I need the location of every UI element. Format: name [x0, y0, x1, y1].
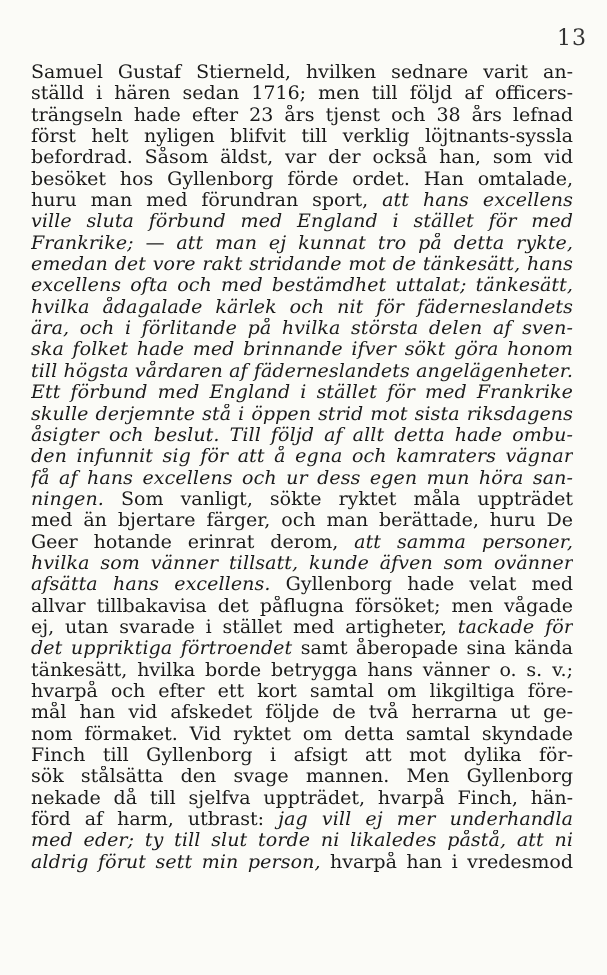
italic-text: afsätta hans excellens.: [31, 574, 271, 596]
text-segment: sök stålsätta den svage mannen. Men Gyllenborg: [31, 766, 573, 788]
text-line: [31, 660, 573, 681]
text-line: [31, 617, 573, 638]
italic-text: ära, och i förlitande på hvilka största delen af sven-: [31, 318, 573, 340]
text-segment: mål han vid afskedet följde de två herrarna ut ge-: [31, 702, 573, 724]
text-line: [31, 169, 573, 190]
italic-text: åsigter och beslut. Till följd af allt detta hade ombu-: [31, 424, 573, 446]
text-line: [31, 638, 573, 659]
text-line: [31, 553, 573, 574]
italic-text: ningen.: [31, 488, 104, 510]
italic-text: excellens ofta och med bestämdhet uttalat; tänkesätt,: [31, 275, 573, 297]
italic-text: till högsta vårdaren af fäderneslandets angelägenheter.: [31, 360, 573, 382]
text-line: [31, 425, 573, 446]
text-segment: ej, utan svarade i stället med artigheter,: [31, 616, 458, 638]
text-line: [31, 702, 573, 723]
text-line: [31, 510, 573, 531]
text-line: [31, 574, 573, 595]
text-segment: Samuel Gustaf Stierneld, hvilken sednare varit an-: [31, 62, 573, 83]
text-line: [31, 809, 573, 830]
text-segment: tänkesätt, hvilka borde betrygga hans vänner o. s. v.;: [31, 659, 573, 681]
text-line: [31, 297, 573, 318]
italic-text: den infunnit sig för att å egna och kamraters vägnar: [31, 446, 573, 468]
text-segment: befordrad. Såsom äldst, var der också han, som vid: [31, 147, 573, 169]
text-line: [31, 105, 573, 126]
italic-text: med eder; ty till slut torde ni likaledes påstå, att ni: [31, 830, 573, 852]
text-segment: Finch till Gyllenborg i afsigt att mot dylika för-: [31, 745, 573, 766]
text-segment: allvar tillbakavisa det påflugna försöket; men vågade: [31, 595, 573, 617]
text-line: [31, 724, 573, 745]
text-segment: förd af harm, utbrast:: [31, 809, 279, 831]
text-line: [31, 766, 573, 787]
text-line: [31, 382, 573, 403]
text-segment: Gyllenborg hade velat med: [270, 574, 573, 596]
text-line: [31, 190, 573, 211]
italic-text: ska folket hade med brinnande ifver sökt göra honom: [31, 339, 573, 361]
body-text: [31, 62, 573, 873]
text-line: [31, 233, 573, 254]
italic-text: Ett förbund med England i stället för med Frankrike: [31, 382, 573, 404]
italic-text: att hans excellens: [382, 190, 573, 212]
text-line: [31, 681, 573, 702]
text-line: [31, 446, 573, 467]
text-segment: Geer hotande erinrat derom,: [31, 531, 355, 553]
text-segment: —: [145, 232, 177, 254]
text-line: [31, 147, 573, 168]
text-segment: först helt nyligen blifvit till verklig löjtnants-syssla: [31, 126, 573, 148]
italic-text: hvilka som vänner tillsatt, kunde äfven som ovänner: [31, 552, 573, 574]
text-segment: nom förmaket. Vid ryktet om detta samtal skyndade: [31, 723, 573, 745]
italic-text: Frankrike;: [31, 232, 146, 254]
text-line: [31, 745, 573, 766]
text-line: [31, 532, 573, 553]
text-line: [31, 62, 573, 83]
italic-text: att man ej kunnat tro på detta rykte,: [176, 232, 573, 254]
text-segment: hvarpå och efter ett kort samtal om likgiltiga före-: [31, 680, 573, 702]
text-line: [31, 404, 573, 425]
italic-text: aldrig förut sett min person,: [31, 851, 321, 873]
italic-text: tackade för: [457, 616, 573, 638]
text-segment: besöket hos Gyllenborg förde ordet. Han omtalade,: [31, 168, 573, 190]
italic-text: jag vill ej mer underhandla: [278, 809, 573, 831]
text-segment: huru man med förundran sport,: [31, 190, 383, 212]
text-segment: Som vanligt, sökte ryktet måla uppträdet: [103, 488, 573, 510]
text-line: [31, 361, 573, 382]
text-line: [31, 596, 573, 617]
italic-text: hvilka ådagalade kärlek och nit för fäderneslandets: [31, 296, 573, 318]
italic-text: emedan det vore rakt stridande mot de tänkesätt, hans: [31, 254, 573, 276]
italic-text: ville sluta förbund med England i stället för med: [31, 211, 573, 233]
text-segment: trängseln hade efter 23 års tjenst och 38 års lefnad: [31, 104, 573, 126]
page-number: 13: [557, 26, 587, 51]
italic-text: att samma personer,: [354, 531, 573, 553]
text-line: [31, 126, 573, 147]
text-line: [31, 254, 573, 275]
text-segment: ställd i hären sedan 1716; men till följd af officers-: [31, 83, 573, 105]
text-line: [31, 788, 573, 809]
text-line: [31, 468, 573, 489]
text-line: [31, 275, 573, 296]
italic-text: få af hans excellens och ur dess egen mun höra san-: [31, 467, 573, 489]
text-line: [31, 83, 573, 104]
text-line: [31, 489, 573, 510]
text-line: [31, 339, 573, 360]
text-line: [31, 211, 573, 232]
text-segment: nekade då till sjelfva uppträdet, hvarpå Finch, hän-: [31, 787, 573, 809]
text-line: [31, 852, 573, 873]
text-segment: hvarpå han i vredesmod: [320, 851, 573, 873]
text-line: [31, 318, 573, 339]
italic-text: det uppriktiga förtroendet: [31, 638, 293, 660]
italic-text: skulle derjemnte stå i öppen strid mot sista riksdagens: [31, 403, 573, 425]
text-segment: med än bjertare färger, och man berättade, huru De: [31, 510, 573, 532]
text-line: [31, 830, 573, 851]
text-segment: samt åberopade sina kända: [292, 638, 573, 660]
